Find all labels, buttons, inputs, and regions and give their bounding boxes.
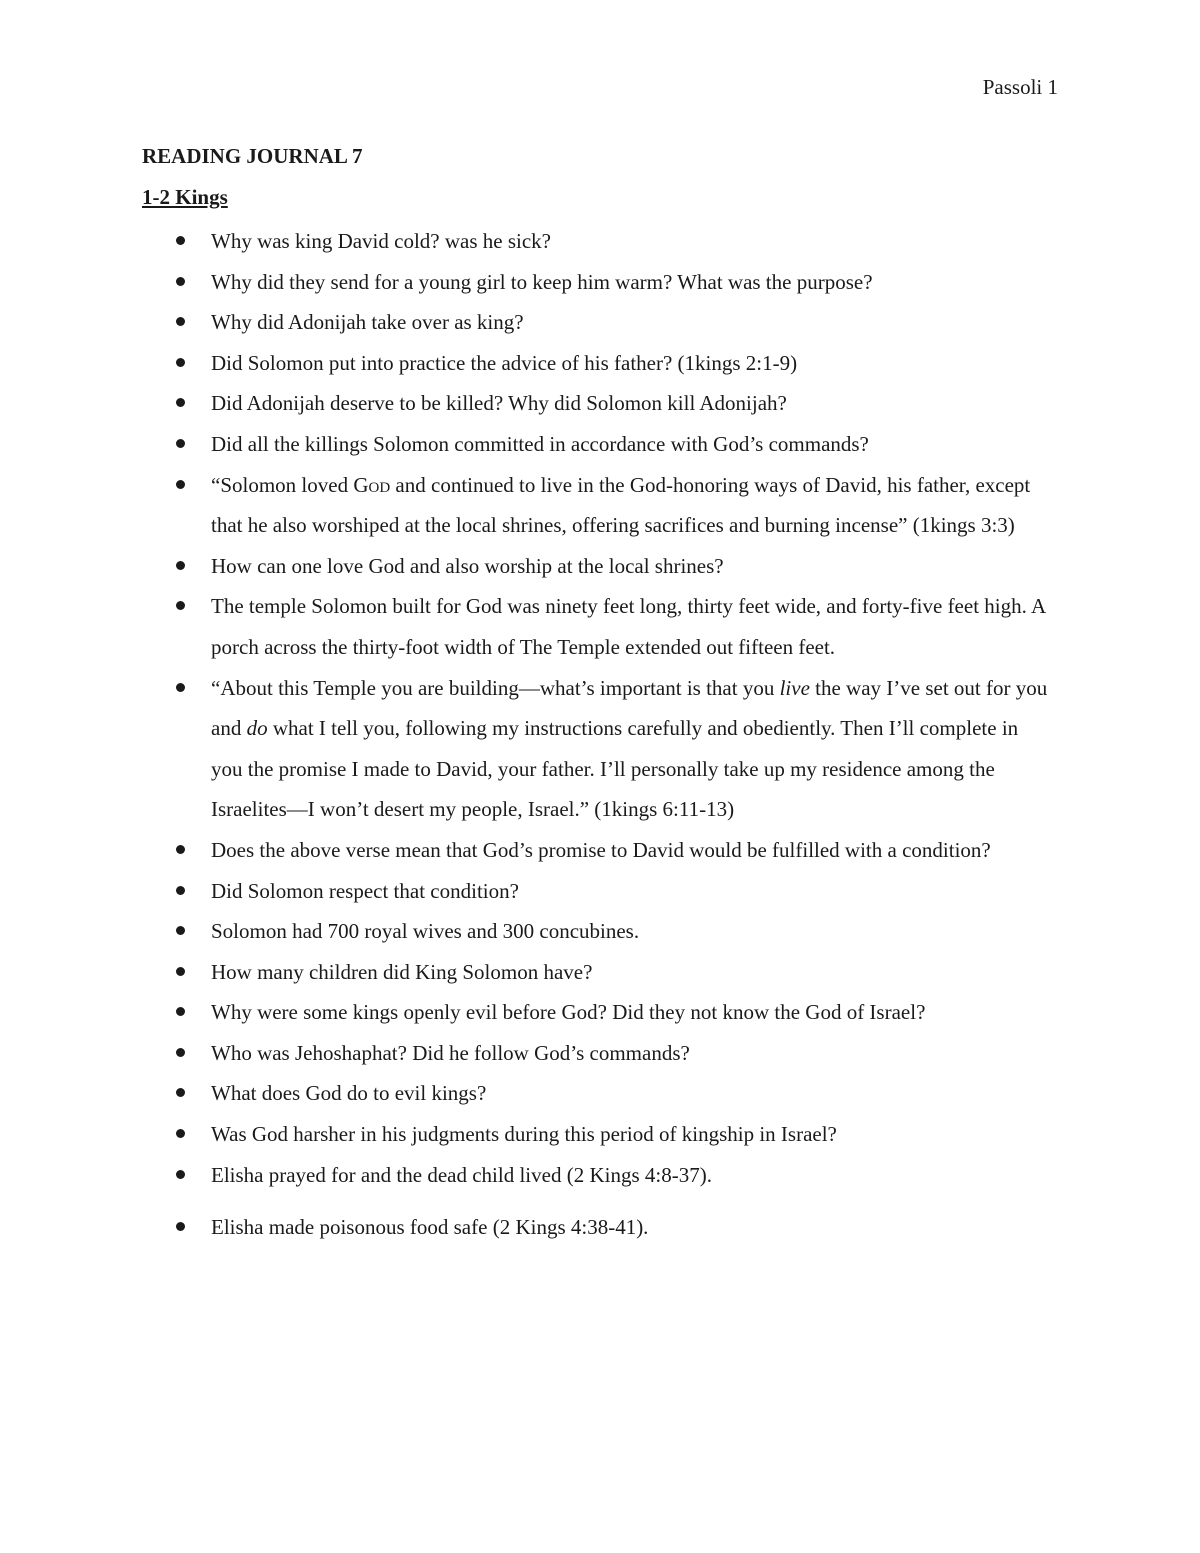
quote-italic-do: do [246,716,268,741]
list-item-text: Does the above verse mean that God’s promise to David would be fulfilled with a condition? [211,837,991,862]
list-item [142,952,1052,993]
bullet-icon [176,1170,185,1179]
bullet-icon [176,1088,185,1097]
bullet-icon [176,439,185,448]
list-item [142,992,1052,1033]
bullet-list [142,221,1052,1248]
bullet-icon [176,317,185,326]
bullet-icon [176,683,185,692]
list-item-text: Was God harsher in his judgments during this period of kingship in Israel? [211,1122,837,1147]
list-item [142,1114,1052,1155]
list-item [142,911,1052,952]
list-item-text: Did Solomon respect that condition? [211,878,519,903]
list-item [142,586,1052,667]
running-header: Passoli 1 [982,75,1058,99]
bullet-icon [176,967,185,976]
quote-text-end: what I tell you, following my instructions carefully and obediently. Then I’ll complete in you the promise I made to David, your father. I’ll personally take up my residence among the Israelites—I won’t desert my people, Israel.” (1kings 6:11-13) [211,716,1019,822]
list-item [142,1155,1052,1196]
list-item [142,1207,1052,1248]
bullet-icon [176,1129,185,1138]
bullet-icon [176,601,185,610]
list-item-text: Elisha made poisonous food safe (2 Kings 4:38-41). [211,1215,649,1240]
list-item [142,302,1052,343]
quote-text-start: “About this Temple you are building—what’s important is that you [211,675,780,700]
bullet-icon [176,845,185,854]
document-title: READING JOURNAL 7 [142,144,363,168]
list-item [142,830,1052,871]
bullet-icon [176,1222,185,1231]
bullet-icon [176,886,185,895]
quote-smallcaps-text: od [368,472,391,497]
list-item-text: Solomon had 700 royal wives and 300 concubines. [211,919,640,944]
bullet-icon [176,358,185,367]
quote-italic-live: live [779,675,810,700]
quote-text-start: “Solomon loved G [211,472,369,497]
list-item-text: Why was king David cold? was he sick? [211,229,551,253]
list-item-text: Did Solomon put into practice the advice of his father? (1kings 2:1-9) [211,350,798,375]
list-item-text: Did all the killings Solomon committed in accordance with God’s commands? [211,431,869,456]
list-item [142,262,1052,303]
list-item-text: How many children did King Solomon have? [211,959,593,984]
list-item [142,546,1052,587]
section-heading: 1-2 Kings [142,185,228,209]
list-item-text: Why were some kings openly evil before God? Did they not know the God of Israel? [211,1000,926,1025]
list-item [142,383,1052,424]
bullet-icon [176,926,185,935]
list-item-text: Did Adonijah deserve to be killed? Why did Solomon kill Adonijah? [211,391,787,416]
quote-text-middle: the way I’ve set out for you and [211,675,1048,741]
list-item [142,1033,1052,1074]
bullet-icon [176,480,185,489]
list-item [142,221,1052,262]
quote-item [142,465,1052,546]
list-item-text: What does God do to evil kings? [211,1081,487,1106]
bullet-icon [176,236,185,245]
bullet-icon [176,277,185,286]
list-item [142,343,1052,384]
bullet-icon [176,561,185,570]
quote-item [142,668,1052,830]
list-item-text: Why did Adonijah take over as king? [211,310,524,335]
bullet-icon [176,1048,185,1057]
bullet-icon [176,1007,185,1016]
list-item-text: Why did they send for a young girl to keep him warm? What was the purpose? [211,269,873,294]
list-item [142,871,1052,912]
list-item [142,424,1052,465]
list-item [142,1073,1052,1114]
list-item-text: Who was Jehoshaphat? Did he follow God’s commands? [211,1040,690,1065]
list-item-text: The temple Solomon built for God was ninety feet long, thirty feet wide, and forty-five feet high. A porch across the thirty-foot width of The Temple extended out fifteen feet. [211,594,1045,659]
quote-text-end: and continued to live in the God-honoring ways of David, his father, except that he also worshiped at the local shrines, offering sacrifices and burning incense” (1kings 3:3) [211,472,1031,538]
list-item-text: Elisha prayed for and the dead child lived (2 Kings 4:8-37). [211,1162,712,1187]
list-item-text: How can one love God and also worship at the local shrines? [211,553,724,578]
bullet-icon [176,398,185,407]
